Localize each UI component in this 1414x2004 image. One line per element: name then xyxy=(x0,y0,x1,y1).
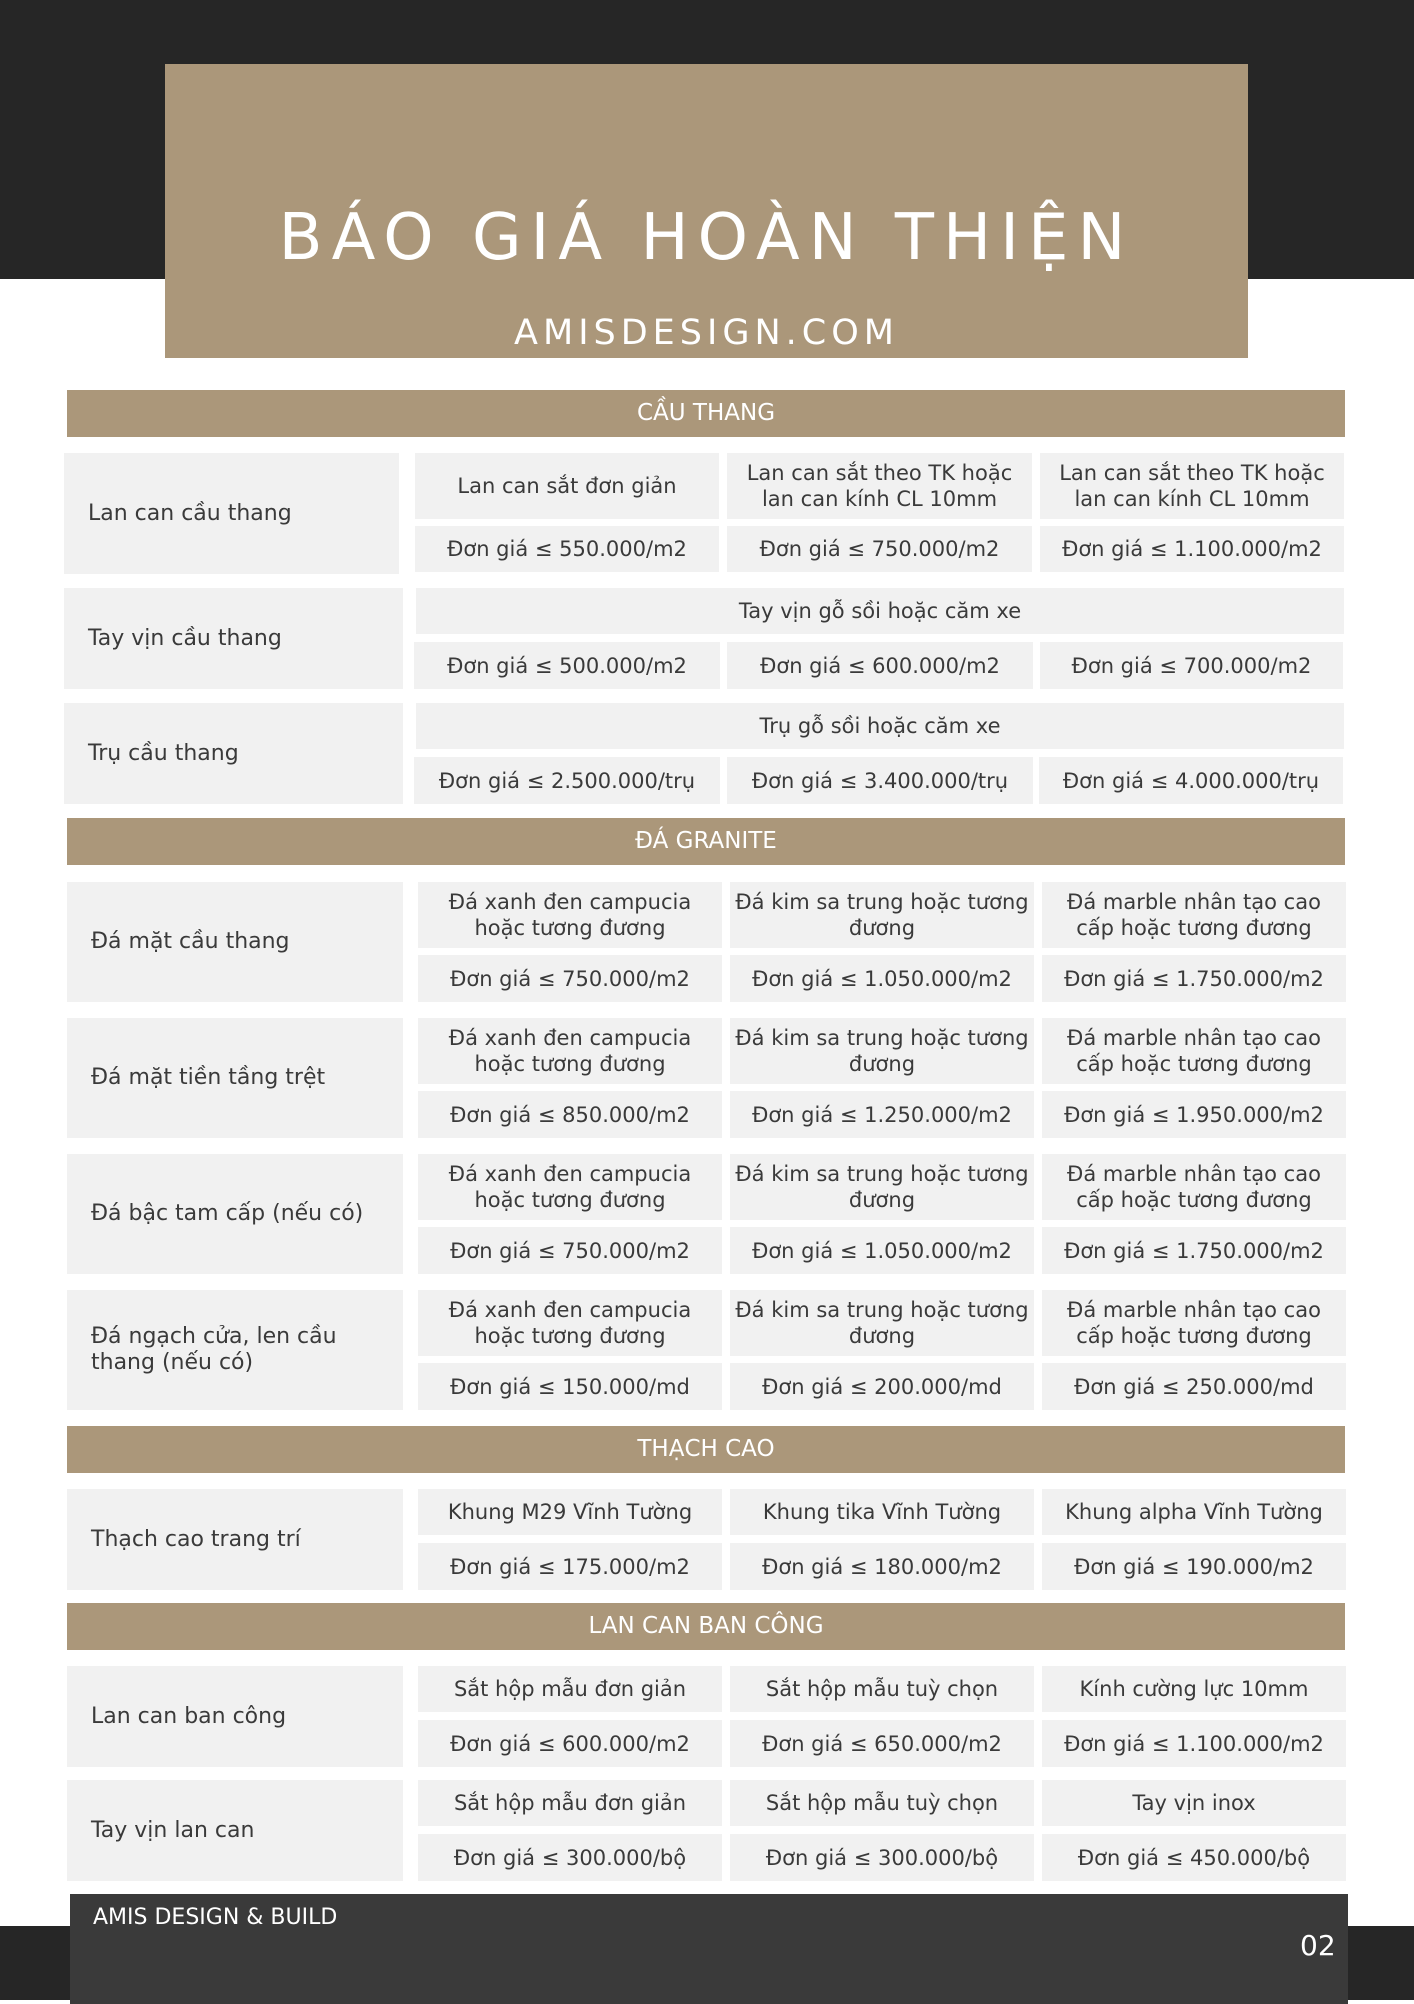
page-number: 02 xyxy=(1300,1929,1336,1962)
option-cell: Tay vịn inox xyxy=(1042,1780,1346,1826)
price-cell: Đơn giá ≤ 200.000/md xyxy=(730,1363,1034,1410)
price-cell: Đơn giá ≤ 600.000/m2 xyxy=(727,642,1033,689)
material-cell: Trụ gỗ sồi hoặc căm xe xyxy=(416,703,1344,749)
row-label: Tay vịn lan can xyxy=(67,1780,403,1881)
option-cell: Khung tika Vĩnh Tường xyxy=(730,1489,1034,1535)
option-cell: Đá marble nhân tạo cao cấp hoặc tương đương xyxy=(1042,1154,1346,1220)
option-cell: Lan can sắt theo TK hoặc lan can kính CL 10mm xyxy=(1040,453,1344,519)
option-cell: Đá xanh đen campucia hoặc tương đương xyxy=(418,1154,722,1220)
option-cell: Đá xanh đen campucia hoặc tương đương xyxy=(418,1018,722,1084)
row-label: Lan can cầu thang xyxy=(64,453,399,574)
option-cell: Đá marble nhân tạo cao cấp hoặc tương đương xyxy=(1042,1290,1346,1356)
row-label: Trụ cầu thang xyxy=(64,703,403,804)
price-cell: Đơn giá ≤ 180.000/m2 xyxy=(730,1543,1034,1590)
option-cell: Kính cường lực 10mm xyxy=(1042,1666,1346,1712)
option-cell: Đá marble nhân tạo cao cấp hoặc tương đương xyxy=(1042,1018,1346,1084)
price-cell: Đơn giá ≤ 750.000/m2 xyxy=(418,955,722,1002)
option-cell: Sắt hộp mẫu đơn giản xyxy=(418,1666,722,1712)
price-cell: Đơn giá ≤ 1.100.000/m2 xyxy=(1040,526,1344,572)
price-cell: Đơn giá ≤ 600.000/m2 xyxy=(418,1720,722,1767)
price-cell: Đơn giá ≤ 1.750.000/m2 xyxy=(1042,955,1346,1002)
price-cell: Đơn giá ≤ 1.250.000/m2 xyxy=(730,1091,1034,1138)
price-cell: Đơn giá ≤ 1.050.000/m2 xyxy=(730,955,1034,1002)
price-cell: Đơn giá ≤ 750.000/m2 xyxy=(418,1227,722,1274)
row-label: Đá mặt cầu thang xyxy=(67,882,403,1002)
price-cell: Đơn giá ≤ 1.050.000/m2 xyxy=(730,1227,1034,1274)
option-cell: Đá kim sa trung hoặc tương đương xyxy=(730,882,1034,948)
price-cell: Đơn giá ≤ 1.750.000/m2 xyxy=(1042,1227,1346,1274)
option-cell: Khung alpha Vĩnh Tường xyxy=(1042,1489,1346,1535)
row-label: Thạch cao trang trí xyxy=(67,1489,403,1590)
price-cell: Đơn giá ≤ 2.500.000/trụ xyxy=(414,757,720,804)
row-label: Tay vịn cầu thang xyxy=(64,588,403,689)
price-cell: Đơn giá ≤ 175.000/m2 xyxy=(418,1543,722,1590)
price-cell: Đơn giá ≤ 1.950.000/m2 xyxy=(1042,1091,1346,1138)
price-cell: Đơn giá ≤ 550.000/m2 xyxy=(415,526,719,572)
price-cell: Đơn giá ≤ 850.000/m2 xyxy=(418,1091,722,1138)
section-header-cau-thang: CẦU THANG xyxy=(67,390,1345,437)
option-cell: Sắt hộp mẫu tuỳ chọn xyxy=(730,1666,1034,1712)
option-cell: Đá marble nhân tạo cao cấp hoặc tương đương xyxy=(1042,882,1346,948)
option-cell: Đá kim sa trung hoặc tương đương xyxy=(730,1290,1034,1356)
option-cell: Đá kim sa trung hoặc tương đương xyxy=(730,1154,1034,1220)
option-cell: Sắt hộp mẫu đơn giản xyxy=(418,1780,722,1826)
section-header-thach-cao: THẠCH CAO xyxy=(67,1426,1345,1473)
price-cell: Đơn giá ≤ 300.000/bộ xyxy=(730,1834,1034,1881)
section-header-lan-can-ban-cong: LAN CAN BAN CÔNG xyxy=(67,1603,1345,1650)
title-banner xyxy=(165,64,1248,358)
website-url: AMISDESIGN.COM xyxy=(514,313,899,353)
row-label: Đá bậc tam cấp (nếu có) xyxy=(67,1154,403,1274)
material-cell: Tay vịn gỗ sồi hoặc căm xe xyxy=(416,588,1344,634)
price-cell: Đơn giá ≤ 190.000/m2 xyxy=(1042,1543,1346,1590)
row-label: Đá mặt tiền tầng trệt xyxy=(67,1018,403,1138)
price-cell: Đơn giá ≤ 500.000/m2 xyxy=(414,642,720,689)
price-cell: Đơn giá ≤ 700.000/m2 xyxy=(1040,642,1343,689)
company-name: AMIS DESIGN & BUILD xyxy=(93,1905,338,1930)
page-title: BÁO GIÁ HOÀN THIỆN xyxy=(278,201,1135,275)
option-cell: Đá xanh đen campucia hoặc tương đương xyxy=(418,882,722,948)
price-cell: Đơn giá ≤ 300.000/bộ xyxy=(418,1834,722,1881)
price-cell: Đơn giá ≤ 4.000.000/trụ xyxy=(1039,757,1343,804)
price-cell: Đơn giá ≤ 3.400.000/trụ xyxy=(727,757,1033,804)
row-label: Đá ngạch cửa, len cầu thang (nếu có) xyxy=(67,1290,403,1410)
option-cell: Khung M29 Vĩnh Tường xyxy=(418,1489,722,1535)
price-cell: Đơn giá ≤ 450.000/bộ xyxy=(1042,1834,1346,1881)
option-cell: Đá xanh đen campucia hoặc tương đương xyxy=(418,1290,722,1356)
option-cell: Lan can sắt theo TK hoặc lan can kính CL 10mm xyxy=(727,453,1032,519)
option-cell: Sắt hộp mẫu tuỳ chọn xyxy=(730,1780,1034,1826)
section-header-da-granite: ĐÁ GRANITE xyxy=(67,818,1345,865)
price-cell: Đơn giá ≤ 750.000/m2 xyxy=(727,526,1032,572)
option-cell: Đá kim sa trung hoặc tương đương xyxy=(730,1018,1034,1084)
row-label: Lan can ban công xyxy=(67,1666,403,1767)
price-cell: Đơn giá ≤ 250.000/md xyxy=(1042,1363,1346,1410)
price-cell: Đơn giá ≤ 650.000/m2 xyxy=(730,1720,1034,1767)
price-cell: Đơn giá ≤ 150.000/md xyxy=(418,1363,722,1410)
price-cell: Đơn giá ≤ 1.100.000/m2 xyxy=(1042,1720,1346,1767)
option-cell: Lan can sắt đơn giản xyxy=(415,453,719,519)
